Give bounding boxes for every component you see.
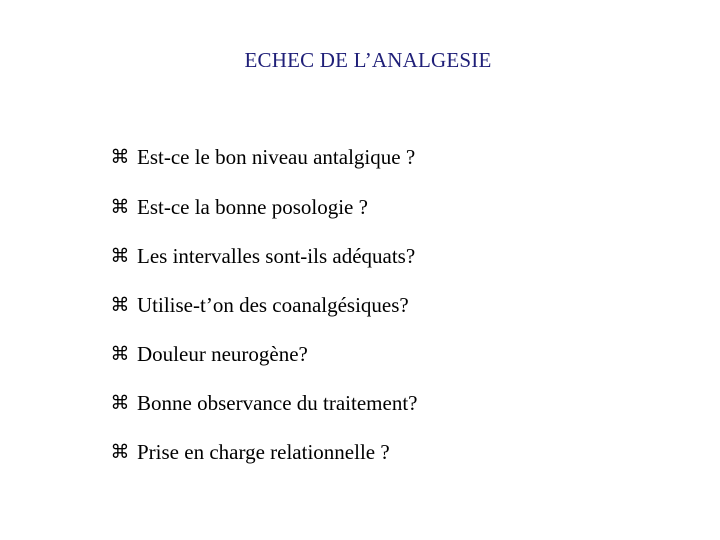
list-item-label: Est-ce le bon niveau antalgique ? [137, 145, 416, 169]
command-key-icon: ⌘ [110, 196, 130, 218]
list-item-label: Bonne observance du traitement? [137, 391, 418, 415]
list-item-label: Est-ce la bonne posologie ? [137, 195, 368, 219]
list-item-label: Douleur neurogène? [137, 342, 308, 366]
command-key-icon: ⌘ [110, 294, 130, 316]
list-item [110, 440, 390, 465]
list-item-label: Prise en charge relationnelle ? [137, 440, 390, 464]
list-item [110, 195, 368, 220]
list-item [110, 244, 415, 269]
list-item-label: Utilise-t’on des coanalgésiques? [137, 293, 409, 317]
command-key-icon: ⌘ [110, 146, 130, 168]
command-key-icon: ⌘ [110, 343, 130, 365]
command-key-icon: ⌘ [110, 245, 130, 267]
command-key-icon: ⌘ [110, 392, 130, 414]
command-key-icon: ⌘ [110, 441, 130, 463]
page-title: ECHEC DE L’ANALGESIE [244, 48, 492, 72]
list-item [110, 391, 417, 416]
list-item [110, 145, 415, 170]
list-item-label: Les intervalles sont-ils adéquats? [137, 244, 416, 268]
list-item [110, 293, 409, 318]
list-item [110, 342, 308, 367]
